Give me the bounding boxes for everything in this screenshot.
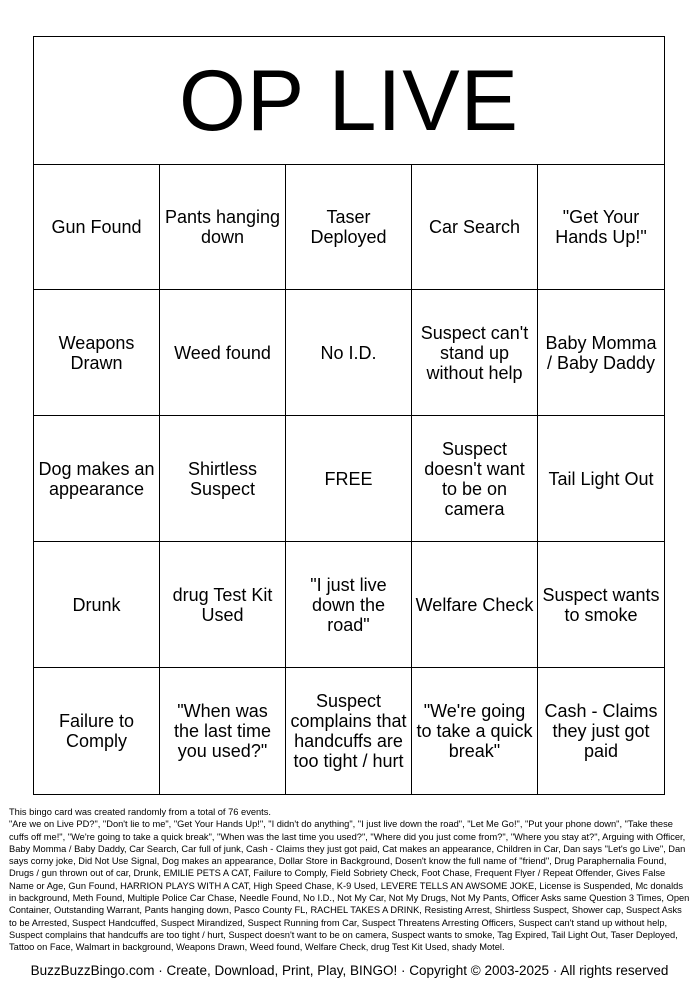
bingo-cell: drug Test Kit Used xyxy=(160,542,286,668)
bingo-cell: Drunk xyxy=(34,542,160,668)
event-list-note xyxy=(9,806,691,954)
bingo-cell: Dog makes an appearance xyxy=(34,416,160,542)
copyright-footer: BuzzBuzzBingo.com · Create, Download, Print, Play, BINGO! · Copyright © 2003-2025 · All rights reserved xyxy=(30,963,669,978)
card-title: OP LIVE xyxy=(34,37,664,165)
bingo-cell: "When was the last time you used?" xyxy=(160,668,286,794)
bingo-cell: Taser Deployed xyxy=(286,164,412,290)
bingo-cell: Baby Momma / Baby Daddy xyxy=(538,290,664,416)
bingo-cell: Weapons Drawn xyxy=(34,290,160,416)
bingo-cell: Welfare Check xyxy=(412,542,538,668)
bingo-cell: Suspect can't stand up without help xyxy=(412,290,538,416)
bingo-cell: "I just live down the road" xyxy=(286,542,412,668)
free-space-cell: FREE xyxy=(286,416,412,542)
bingo-cell: Suspect complains that handcuffs are too tight / hurt xyxy=(286,668,412,794)
bingo-cell: Suspect doesn't want to be on camera xyxy=(412,416,538,542)
bingo-cell: Cash - Claims they just got paid xyxy=(544,701,658,761)
bingo-grid xyxy=(34,164,664,794)
event-list-text: "Are we on Live PD?", "Don't lie to me", "Get Your Hands Up!", "I didn't do anything", "I just live down the road", "Let Me Go!", "Put your phone down", "Take these cuffs off me!", "We're going to take a quick break", "When was the last time you used?", "Where did you just come from?", "Where you stay at?", Arguing with Officer, Baby Momma / Baby Daddy, Car Search, Car full of junk, Cash - Claims they just got paid, Cat makes an appearance, Children in Car, Dan says "Let's go Live", Dan says corny joke, Did Not Use Signal, Dog makes an appearance, Dollar Store in Background, Dosen't know the full name of "friend", Drug Paraphernalia Found, Drugs / gun thrown out of car, Drunk, EMILIE PETS A CAT, Failure to Comply, Field Sobriety Check, Foot Chase, Frequent Flyer / Repeat Offender, Gives False Name or Age, Gun Found, HARRION PLAYS WITH A CAT, High Speed Chase, K-9 Used, LEVERE TELLS AN AWSOME JOKE, License is Suspended, Mc donalds in background, Meth Found, Multiple Police Car Chase, Needle Found, No I.D., Not My Car, Not My Drugs, Not My Pants, Officer Asks same Question 3 Times, Open Container, Outstanding Warrant, Pants hanging down, Pasco County FL, RACHEL TAKES A DRINK, Resisting Arrest, Shirtless Suspect, Shower cap, Suspect Asks to be Arrested, Suspect Handcuffed, Suspect Mirandized, Suspect Running from Car, Suspect Threatens Arresting Officers, Suspect can't stand up without help, Suspect complains that handcuffs are too tight / hurt, Suspect doesn't want to be on camera, Suspect wants to smoke, Tag Expired, Tail Light Out, Taser Deployed, Tattoo on Face, Walmart in background, Weapons Drawn, Weed found, Welfare Check, drug Test Kit Used, shady Motel. xyxy=(9,819,690,953)
bingo-cell: Shirtless Suspect xyxy=(160,416,286,542)
bingo-card xyxy=(33,36,665,795)
bingo-cell: Car Search xyxy=(412,164,538,290)
bingo-cell: Tail Light Out xyxy=(538,416,664,542)
bingo-cell: Weed found xyxy=(160,290,286,416)
bingo-cell: Failure to Comply xyxy=(34,668,160,794)
bingo-cell: "We're going to take a quick break" xyxy=(412,668,538,794)
bingo-cell: No I.D. xyxy=(286,290,412,416)
bingo-cell: Pants hanging down xyxy=(160,164,286,290)
bingo-cell: Gun Found xyxy=(34,164,160,290)
bingo-cell: Suspect wants to smoke xyxy=(538,542,664,668)
bingo-cell: "Get Your Hands Up!" xyxy=(538,164,664,290)
event-count-text: This bingo card was created randomly from a total of 76 events. xyxy=(9,807,271,817)
